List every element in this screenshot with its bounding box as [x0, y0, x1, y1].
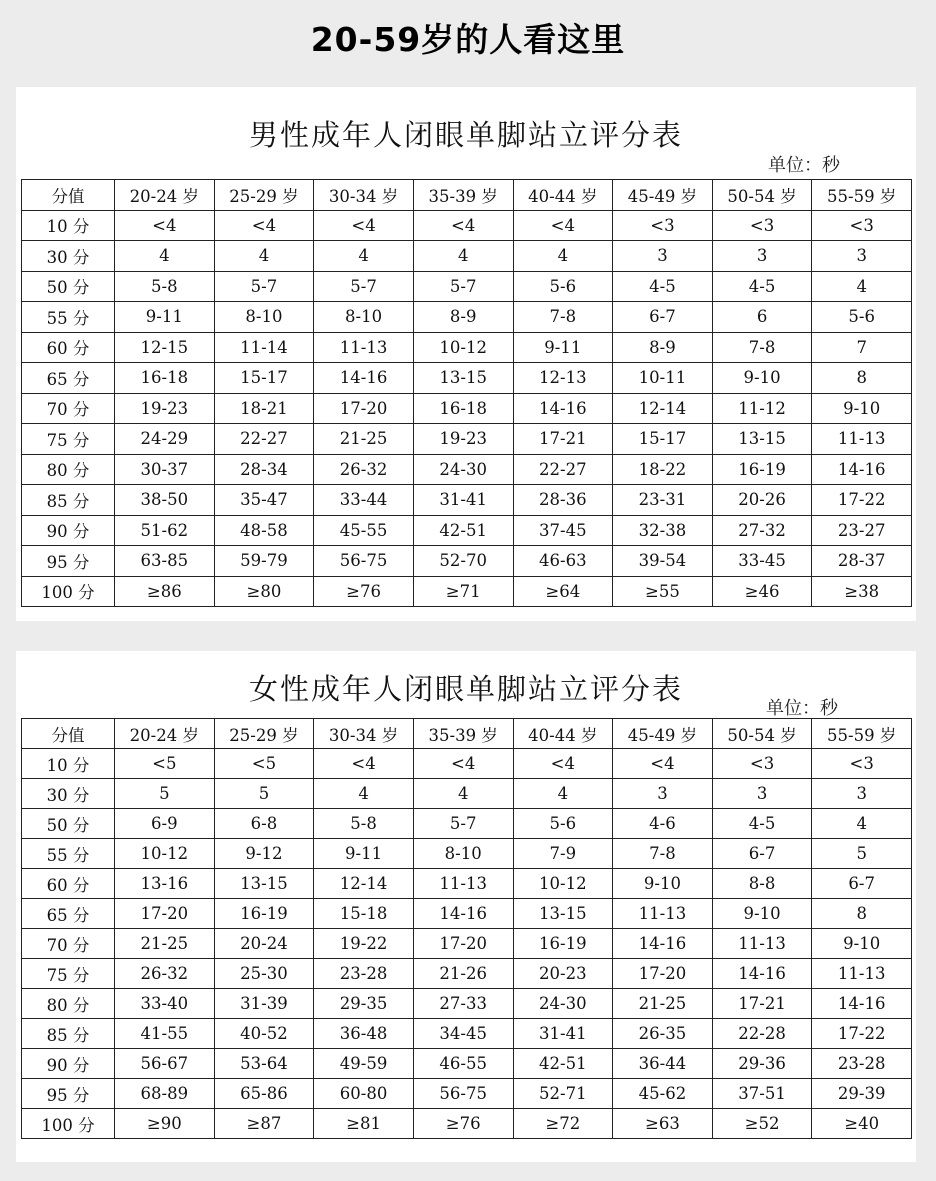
time-range-cell: 60-80	[314, 1079, 414, 1109]
table-row	[22, 1079, 912, 1109]
female-table-title: 女性成年人闭眼单脚站立评分表	[248, 672, 683, 706]
time-range-cell: 5	[214, 779, 314, 809]
time-range-cell: 32-38	[613, 515, 713, 546]
time-range-cell: 4	[214, 241, 314, 272]
time-range-cell: 16-19	[513, 929, 613, 959]
score-cell: 30 分	[22, 779, 115, 809]
time-range-cell: 23-28	[812, 1049, 912, 1079]
time-range-cell: <4	[314, 210, 414, 241]
time-range-cell: 4	[314, 779, 414, 809]
header-cell-age-group: 55-59 岁	[812, 180, 912, 211]
time-range-cell: 24-29	[115, 424, 215, 455]
male-table-title: 男性成年人闭眼单脚站立评分表	[248, 118, 683, 152]
time-range-cell: 27-33	[413, 989, 513, 1019]
time-range-cell: 51-62	[115, 515, 215, 546]
time-range-cell: 33-45	[712, 546, 812, 577]
time-range-cell: 4	[115, 241, 215, 272]
score-cell: 70 分	[22, 393, 115, 424]
header-cell-age-group: 30-34 岁	[314, 719, 414, 749]
time-range-cell: 29-39	[812, 1079, 912, 1109]
time-range-cell: <4	[513, 210, 613, 241]
table-row	[22, 989, 912, 1019]
time-range-cell: 23-31	[613, 485, 713, 516]
female-score-panel	[16, 651, 916, 1162]
time-range-cell: 10-12	[115, 839, 215, 869]
time-range-cell: 3	[812, 241, 912, 272]
time-range-cell: 9-10	[712, 899, 812, 929]
time-range-cell: 53-64	[214, 1049, 314, 1079]
time-range-cell: 31-39	[214, 989, 314, 1019]
time-range-cell: 37-51	[712, 1079, 812, 1109]
time-range-cell: 33-44	[314, 485, 414, 516]
time-range-cell: 24-30	[513, 989, 613, 1019]
time-range-cell: 13-16	[115, 869, 215, 899]
time-range-cell: 68-89	[115, 1079, 215, 1109]
time-range-cell: ≥40	[812, 1109, 912, 1139]
time-range-cell: 6-7	[613, 302, 713, 333]
time-range-cell: 59-79	[214, 546, 314, 577]
time-range-cell: 28-34	[214, 454, 314, 485]
time-range-cell: 4-5	[712, 809, 812, 839]
time-range-cell: 26-32	[314, 454, 414, 485]
female-unit-label: 单位：秒	[766, 698, 838, 719]
time-range-cell: 14-16	[613, 929, 713, 959]
score-cell: 80 分	[22, 989, 115, 1019]
time-range-cell: 35-47	[214, 485, 314, 516]
time-range-cell: 11-13	[812, 424, 912, 455]
table-row	[22, 1019, 912, 1049]
score-cell: 60 分	[22, 869, 115, 899]
table-row	[22, 454, 912, 485]
time-range-cell: ≥72	[513, 1109, 613, 1139]
time-range-cell: 56-75	[314, 546, 414, 577]
time-range-cell: ≥76	[314, 576, 414, 607]
header-cell-age-group: 25-29 岁	[214, 180, 314, 211]
table-row	[22, 1109, 912, 1139]
time-range-cell: 9-11	[513, 332, 613, 363]
time-range-cell: 11-13	[712, 929, 812, 959]
time-range-cell: 23-28	[314, 959, 414, 989]
time-range-cell: 23-27	[812, 515, 912, 546]
time-range-cell: 12-14	[613, 393, 713, 424]
table-row	[22, 749, 912, 779]
time-range-cell: 63-85	[115, 546, 215, 577]
time-range-cell: 10-11	[613, 363, 713, 394]
table-row	[22, 332, 912, 363]
time-range-cell: 4	[314, 241, 414, 272]
time-range-cell: 36-44	[613, 1049, 713, 1079]
header-cell-age-group: 50-54 岁	[712, 180, 812, 211]
table-row	[22, 959, 912, 989]
time-range-cell: 6-8	[214, 809, 314, 839]
time-range-cell: 8-8	[712, 869, 812, 899]
header-cell-score: 分值	[22, 719, 115, 749]
time-range-cell: 15-18	[314, 899, 414, 929]
time-range-cell: 45-55	[314, 515, 414, 546]
time-range-cell: 11-13	[613, 899, 713, 929]
header-cell-score: 分值	[22, 180, 115, 211]
time-range-cell: 42-51	[413, 515, 513, 546]
time-range-cell: 11-12	[712, 393, 812, 424]
header-cell-age-group: 45-49 岁	[613, 719, 713, 749]
time-range-cell: 52-70	[413, 546, 513, 577]
time-range-cell: ≥52	[712, 1109, 812, 1139]
table-row	[22, 424, 912, 455]
time-range-cell: 46-55	[413, 1049, 513, 1079]
table-row	[22, 576, 912, 607]
table-row	[22, 1049, 912, 1079]
time-range-cell: 11-14	[214, 332, 314, 363]
time-range-cell: 14-16	[812, 989, 912, 1019]
time-range-cell: 4	[413, 241, 513, 272]
time-range-cell: 56-75	[413, 1079, 513, 1109]
time-range-cell: 40-52	[214, 1019, 314, 1049]
score-cell: 70 分	[22, 929, 115, 959]
time-range-cell: 12-13	[513, 363, 613, 394]
table-row	[22, 929, 912, 959]
time-range-cell: 7-8	[513, 302, 613, 333]
time-range-cell: 13-15	[214, 869, 314, 899]
time-range-cell: 5-7	[413, 271, 513, 302]
time-range-cell: 15-17	[214, 363, 314, 394]
time-range-cell: ≥81	[314, 1109, 414, 1139]
time-range-cell: 8	[812, 899, 912, 929]
time-range-cell: 14-16	[513, 393, 613, 424]
time-range-cell: 18-21	[214, 393, 314, 424]
time-range-cell: 8-9	[413, 302, 513, 333]
time-range-cell: 5-6	[513, 809, 613, 839]
time-range-cell: 56-67	[115, 1049, 215, 1079]
header-cell-age-group: 20-24 岁	[115, 719, 215, 749]
time-range-cell: 17-20	[314, 393, 414, 424]
time-range-cell: <3	[613, 210, 713, 241]
header-cell-age-group: 40-44 岁	[513, 719, 613, 749]
time-range-cell: 25-30	[214, 959, 314, 989]
time-range-cell: 4	[812, 271, 912, 302]
table-row	[22, 485, 912, 516]
time-range-cell: 11-13	[812, 959, 912, 989]
time-range-cell: 12-15	[115, 332, 215, 363]
time-range-cell: ≥46	[712, 576, 812, 607]
time-range-cell: 6-7	[812, 869, 912, 899]
time-range-cell: 10-12	[413, 332, 513, 363]
time-range-cell: 27-32	[712, 515, 812, 546]
time-range-cell: 8-10	[413, 839, 513, 869]
time-range-cell: 7-9	[513, 839, 613, 869]
score-cell: 100 分	[22, 1109, 115, 1139]
score-cell: 85 分	[22, 485, 115, 516]
time-range-cell: 5	[812, 839, 912, 869]
header-cell-age-group: 50-54 岁	[712, 719, 812, 749]
time-range-cell: 7-8	[613, 839, 713, 869]
score-cell: 55 分	[22, 302, 115, 333]
time-range-cell: 17-21	[712, 989, 812, 1019]
time-range-cell: <3	[712, 749, 812, 779]
time-range-cell: 65-86	[214, 1079, 314, 1109]
time-range-cell: 29-35	[314, 989, 414, 1019]
time-range-cell: 16-18	[115, 363, 215, 394]
time-range-cell: 9-11	[115, 302, 215, 333]
time-range-cell: 5	[115, 779, 215, 809]
header-cell-age-group: 55-59 岁	[812, 719, 912, 749]
header-cell-age-group: 30-34 岁	[314, 180, 414, 211]
time-range-cell: 4	[812, 809, 912, 839]
time-range-cell: 17-22	[812, 1019, 912, 1049]
time-range-cell: ≥63	[613, 1109, 713, 1139]
male-score-table	[21, 179, 912, 607]
time-range-cell: 16-19	[214, 899, 314, 929]
time-range-cell: 52-71	[513, 1079, 613, 1109]
time-range-cell: 6	[712, 302, 812, 333]
time-range-cell: 14-16	[314, 363, 414, 394]
time-range-cell: 7	[812, 332, 912, 363]
time-range-cell: 46-63	[513, 546, 613, 577]
male-unit-label: 单位：秒	[768, 155, 840, 176]
time-range-cell: 22-27	[214, 424, 314, 455]
table-row	[22, 241, 912, 272]
time-range-cell: 28-37	[812, 546, 912, 577]
score-cell: 75 分	[22, 959, 115, 989]
header-cell-age-group: 20-24 岁	[115, 180, 215, 211]
score-cell: 10 分	[22, 210, 115, 241]
time-range-cell: 14-16	[712, 959, 812, 989]
time-range-cell: 22-28	[712, 1019, 812, 1049]
time-range-cell: <4	[214, 210, 314, 241]
time-range-cell: 8	[812, 363, 912, 394]
time-range-cell: ≥80	[214, 576, 314, 607]
time-range-cell: 31-41	[413, 485, 513, 516]
score-cell: 10 分	[22, 749, 115, 779]
time-range-cell: 8-10	[314, 302, 414, 333]
time-range-cell: 3	[712, 241, 812, 272]
time-range-cell: 49-59	[314, 1049, 414, 1079]
score-cell: 95 分	[22, 546, 115, 577]
time-range-cell: 21-26	[413, 959, 513, 989]
table-row	[22, 869, 912, 899]
female-table-body	[22, 719, 912, 1139]
time-range-cell: 17-20	[613, 959, 713, 989]
time-range-cell: <3	[712, 210, 812, 241]
time-range-cell: ≥90	[115, 1109, 215, 1139]
time-range-cell: 14-16	[413, 899, 513, 929]
time-range-cell: 48-58	[214, 515, 314, 546]
score-cell: 65 分	[22, 899, 115, 929]
time-range-cell: 5-7	[214, 271, 314, 302]
time-range-cell: 19-23	[115, 393, 215, 424]
header-row	[22, 180, 912, 211]
time-range-cell: 3	[712, 779, 812, 809]
score-cell: 85 分	[22, 1019, 115, 1049]
time-range-cell: <5	[214, 749, 314, 779]
score-cell: 55 分	[22, 839, 115, 869]
time-range-cell: 8-10	[214, 302, 314, 333]
time-range-cell: 37-45	[513, 515, 613, 546]
time-range-cell: 4-5	[613, 271, 713, 302]
time-range-cell: <3	[812, 749, 912, 779]
time-range-cell: 3	[613, 779, 713, 809]
time-range-cell: 4	[513, 779, 613, 809]
time-range-cell: 42-51	[513, 1049, 613, 1079]
time-range-cell: 28-36	[513, 485, 613, 516]
score-cell: 65 分	[22, 363, 115, 394]
time-range-cell: 20-24	[214, 929, 314, 959]
table-row	[22, 271, 912, 302]
score-cell: 100 分	[22, 576, 115, 607]
score-cell: 50 分	[22, 271, 115, 302]
time-range-cell: 19-22	[314, 929, 414, 959]
time-range-cell: ≥64	[513, 576, 613, 607]
time-range-cell: 45-62	[613, 1079, 713, 1109]
table-row	[22, 210, 912, 241]
time-range-cell: 3	[613, 241, 713, 272]
table-row	[22, 779, 912, 809]
time-range-cell: ≥86	[115, 576, 215, 607]
time-range-cell: 41-55	[115, 1019, 215, 1049]
time-range-cell: 5-6	[513, 271, 613, 302]
time-range-cell: 34-45	[413, 1019, 513, 1049]
time-range-cell: 24-30	[413, 454, 513, 485]
time-range-cell: 9-11	[314, 839, 414, 869]
score-cell: 75 分	[22, 424, 115, 455]
time-range-cell: <4	[613, 749, 713, 779]
time-range-cell: 4	[513, 241, 613, 272]
score-cell: 30 分	[22, 241, 115, 272]
time-range-cell: <4	[314, 749, 414, 779]
header-row	[22, 719, 912, 749]
time-range-cell: <4	[115, 210, 215, 241]
time-range-cell: ≥55	[613, 576, 713, 607]
time-range-cell: ≥87	[214, 1109, 314, 1139]
table-row	[22, 515, 912, 546]
time-range-cell: 17-21	[513, 424, 613, 455]
time-range-cell: 33-40	[115, 989, 215, 1019]
time-range-cell: 29-36	[712, 1049, 812, 1079]
time-range-cell: 21-25	[613, 989, 713, 1019]
male-score-panel	[16, 87, 916, 621]
time-range-cell: 11-13	[314, 332, 414, 363]
table-row	[22, 302, 912, 333]
time-range-cell: 15-17	[613, 424, 713, 455]
time-range-cell: ≥76	[413, 1109, 513, 1139]
male-table-body	[22, 180, 912, 607]
header-cell-age-group: 25-29 岁	[214, 719, 314, 749]
time-range-cell: 16-18	[413, 393, 513, 424]
time-range-cell: 26-32	[115, 959, 215, 989]
header-cell-age-group: 35-39 岁	[413, 719, 513, 749]
header-cell-age-group: 40-44 岁	[513, 180, 613, 211]
time-range-cell: 4	[413, 779, 513, 809]
time-range-cell: 10-12	[513, 869, 613, 899]
time-range-cell: 13-15	[712, 424, 812, 455]
time-range-cell: 21-25	[115, 929, 215, 959]
table-row	[22, 393, 912, 424]
time-range-cell: 5-6	[812, 302, 912, 333]
time-range-cell: 17-22	[812, 485, 912, 516]
time-range-cell: 5-8	[115, 271, 215, 302]
time-range-cell: 36-48	[314, 1019, 414, 1049]
score-cell: 60 分	[22, 332, 115, 363]
score-cell: 95 分	[22, 1079, 115, 1109]
time-range-cell: 5-8	[314, 809, 414, 839]
time-range-cell: 9-10	[812, 929, 912, 959]
table-row	[22, 363, 912, 394]
time-range-cell: 31-41	[513, 1019, 613, 1049]
time-range-cell: 5-7	[413, 809, 513, 839]
time-range-cell: 6-9	[115, 809, 215, 839]
time-range-cell: 17-20	[115, 899, 215, 929]
time-range-cell: 13-15	[413, 363, 513, 394]
time-range-cell: 8-9	[613, 332, 713, 363]
header-cell-age-group: 45-49 岁	[613, 180, 713, 211]
time-range-cell: 39-54	[613, 546, 713, 577]
time-range-cell: 3	[812, 779, 912, 809]
time-range-cell: <4	[513, 749, 613, 779]
time-range-cell: 22-27	[513, 454, 613, 485]
table-row	[22, 809, 912, 839]
time-range-cell: 20-26	[712, 485, 812, 516]
time-range-cell: ≥71	[413, 576, 513, 607]
score-cell: 80 分	[22, 454, 115, 485]
table-row	[22, 546, 912, 577]
time-range-cell: 21-25	[314, 424, 414, 455]
time-range-cell: 20-23	[513, 959, 613, 989]
time-range-cell: <5	[115, 749, 215, 779]
time-range-cell: 9-10	[613, 869, 713, 899]
time-range-cell: 18-22	[613, 454, 713, 485]
time-range-cell: 19-23	[413, 424, 513, 455]
time-range-cell: <3	[812, 210, 912, 241]
time-range-cell: 12-14	[314, 869, 414, 899]
score-cell: 50 分	[22, 809, 115, 839]
table-row	[22, 839, 912, 869]
time-range-cell: ≥38	[812, 576, 912, 607]
score-cell: 90 分	[22, 1049, 115, 1079]
time-range-cell: 16-19	[712, 454, 812, 485]
time-range-cell: 4-6	[613, 809, 713, 839]
time-range-cell: 4-5	[712, 271, 812, 302]
time-range-cell: 9-12	[214, 839, 314, 869]
time-range-cell: 38-50	[115, 485, 215, 516]
page-title: 20-59岁的人看这里	[310, 20, 626, 59]
header-cell-age-group: 35-39 岁	[413, 180, 513, 211]
time-range-cell: 30-37	[115, 454, 215, 485]
time-range-cell: 6-7	[712, 839, 812, 869]
time-range-cell: 17-20	[413, 929, 513, 959]
time-range-cell: 9-10	[712, 363, 812, 394]
time-range-cell: 14-16	[812, 454, 912, 485]
time-range-cell: 26-35	[613, 1019, 713, 1049]
female-score-table	[21, 718, 912, 1139]
time-range-cell: 11-13	[413, 869, 513, 899]
time-range-cell: 9-10	[812, 393, 912, 424]
time-range-cell: 5-7	[314, 271, 414, 302]
table-row	[22, 899, 912, 929]
time-range-cell: 13-15	[513, 899, 613, 929]
time-range-cell: <4	[413, 749, 513, 779]
score-cell: 90 分	[22, 515, 115, 546]
time-range-cell: <4	[413, 210, 513, 241]
time-range-cell: 7-8	[712, 332, 812, 363]
